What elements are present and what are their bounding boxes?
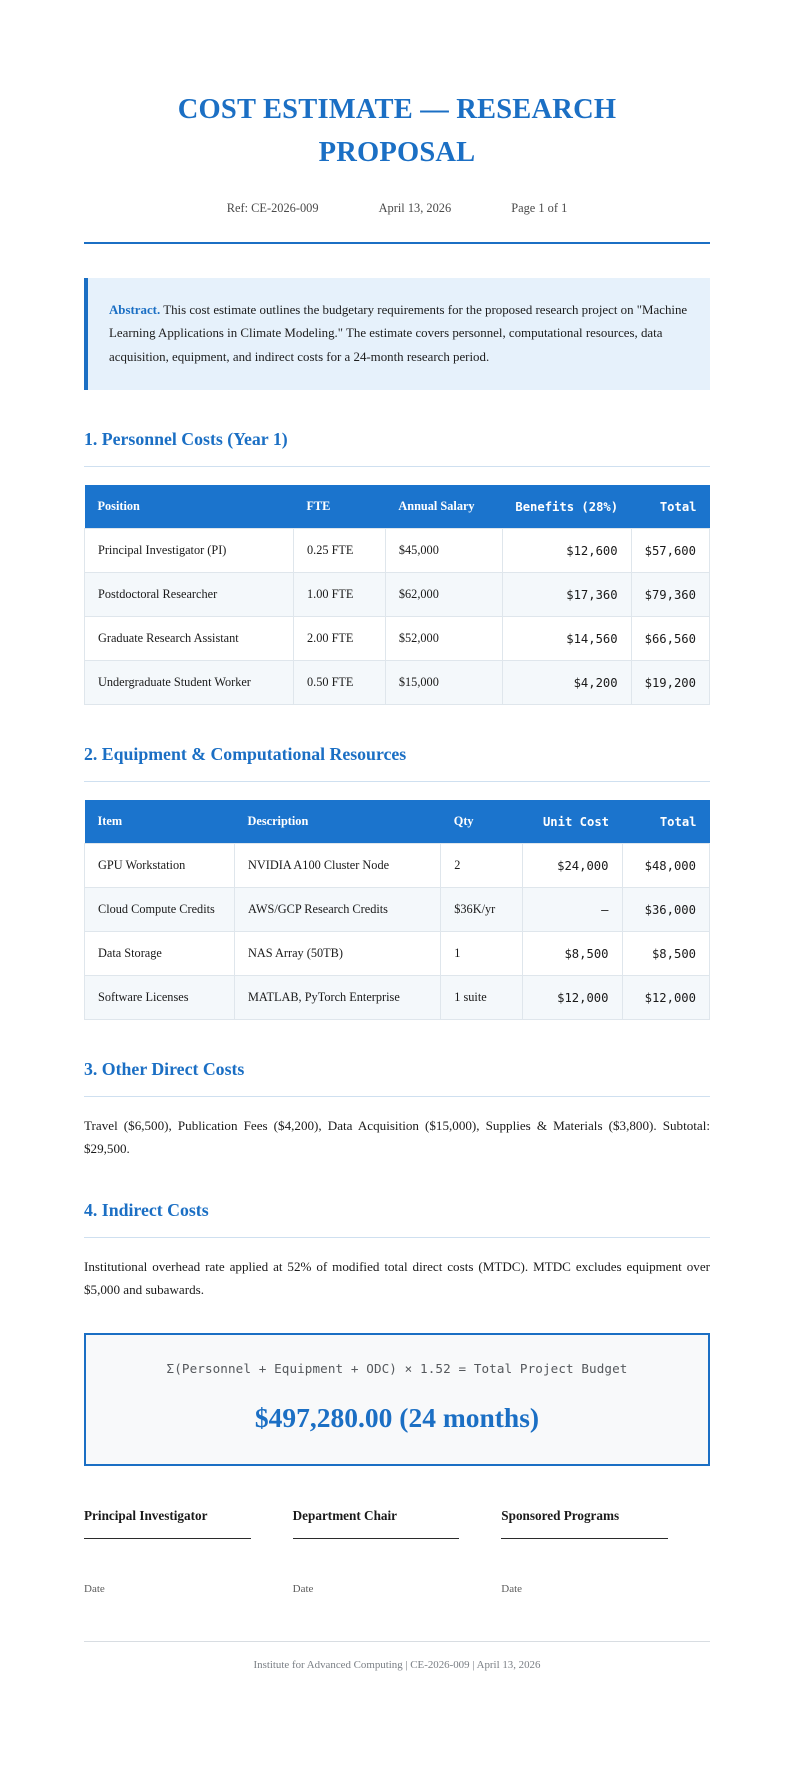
abstract-label: Abstract. — [109, 302, 161, 317]
column-header-item: Item — [85, 800, 235, 844]
indirect-costs-text: Institutional overhead rate applied at 52% of modified total direct costs (MTDC). MTDC excludes equipment over $5,000 and subawards. — [84, 1258, 710, 1297]
column-header-total: Total — [631, 485, 709, 529]
cell-qty: 2 — [441, 844, 522, 888]
signature-row — [84, 1508, 710, 1595]
signature-date-label: Date — [501, 1583, 523, 1596]
column-header-annual-salary: Annual Salary — [385, 485, 502, 529]
cell-unit-cost: $12,000 — [522, 976, 622, 1020]
cell-qty: 1 suite — [441, 976, 522, 1020]
table-header-row — [85, 800, 710, 844]
cell-item: Cloud Compute Credits — [85, 888, 235, 932]
cell-description: NAS Array (50TB) — [235, 932, 441, 976]
column-header-benefits: Benefits (28%) — [502, 485, 631, 529]
column-header-position: Position — [85, 485, 294, 529]
meta-page: Page 1 of 1 — [511, 200, 568, 215]
column-header-total: Total — [622, 800, 710, 844]
table-header-row — [85, 485, 710, 529]
table-row — [85, 844, 710, 888]
cell-item: Data Storage — [85, 932, 235, 976]
signature-block-principal-investigator — [84, 1508, 293, 1595]
cell-position: Postdoctoral Researcher — [85, 573, 294, 617]
signature-role: Department Chair — [292, 1508, 398, 1524]
signature-line[interactable] — [501, 1538, 668, 1539]
budget-formula: Σ(Personnel + Equipment + ODC) × 1.52 = Total Project Budget — [166, 1361, 628, 1377]
cell-benefits: $12,600 — [502, 529, 631, 573]
cell-description: MATLAB, PyTorch Enterprise — [235, 976, 441, 1020]
cell-item: Software Licenses — [85, 976, 235, 1020]
column-header-unit-cost: Unit Cost — [522, 800, 622, 844]
cell-position: Undergraduate Student Worker — [85, 661, 294, 705]
cell-unit-cost: $24,000 — [522, 844, 622, 888]
table-row — [85, 888, 710, 932]
page-title: COST ESTIMATE — RESEARCH PROPOSAL — [177, 94, 617, 169]
footer-divider — [84, 1641, 710, 1642]
cell-total: $57,600 — [631, 529, 709, 573]
equipment-cost-table — [84, 800, 710, 1020]
section-heading-personnel: 1. Personnel Costs (Year 1) — [84, 429, 288, 450]
cell-total: $66,560 — [631, 617, 709, 661]
cell-position: Principal Investigator (PI) — [85, 529, 294, 573]
signature-role: Sponsored Programs — [501, 1508, 620, 1524]
column-header-qty: Qty — [441, 800, 522, 844]
signature-line[interactable] — [293, 1538, 460, 1539]
meta-ref: Ref: CE-2026-009 — [226, 200, 319, 215]
column-header-fte: FTE — [293, 485, 385, 529]
section-heading-indirect-costs: 4. Indirect Costs — [84, 1199, 209, 1220]
abstract-text: This cost estimate outlines the budgetary requirements for the proposed research project on "Machine Learning Applications in Climate Modeling." The estimate covers personnel, computational resources, data acquisition, equipment, and indirect costs for a 24-month research period. — [109, 302, 688, 364]
cell-fte: 0.25 FTE — [293, 529, 385, 573]
table-row — [85, 932, 710, 976]
cell-benefits: $4,200 — [502, 661, 631, 705]
cell-description: NVIDIA A100 Cluster Node — [235, 844, 441, 888]
table-row — [85, 529, 710, 573]
section-divider — [84, 1237, 710, 1238]
total-budget-box — [84, 1333, 710, 1466]
cell-salary: $52,000 — [385, 617, 502, 661]
cell-total: $19,200 — [631, 661, 709, 705]
table-row — [85, 617, 710, 661]
signature-date-label: Date — [84, 1583, 105, 1596]
signature-block-department-chair — [293, 1508, 502, 1595]
cell-qty: $36K/yr — [441, 888, 522, 932]
cell-benefits: $17,360 — [502, 573, 631, 617]
header-divider — [84, 242, 710, 244]
section-heading-equipment: 2. Equipment & Computational Resources — [84, 744, 407, 765]
signature-role: Principal Investigator — [84, 1508, 208, 1524]
cell-item: GPU Workstation — [85, 844, 235, 888]
section-divider — [84, 1096, 710, 1097]
cell-unit-cost: $8,500 — [522, 932, 622, 976]
cell-unit-cost: — — [522, 888, 622, 932]
total-budget-amount: $497,280.00 (24 months) — [254, 1402, 540, 1434]
table-row — [85, 976, 710, 1020]
abstract-block — [84, 278, 710, 391]
table-row — [85, 661, 710, 705]
cell-fte: 0.50 FTE — [293, 661, 385, 705]
cell-salary: $45,000 — [385, 529, 502, 573]
signature-date-label: Date — [292, 1583, 314, 1596]
document-meta — [84, 201, 710, 216]
cell-position: Graduate Research Assistant — [85, 617, 294, 661]
cell-qty: 1 — [441, 932, 522, 976]
cell-total: $12,000 — [622, 976, 710, 1020]
section-heading-other-direct-costs: 3. Other Direct Costs — [84, 1059, 245, 1080]
other-direct-costs-text: Travel ($6,500), Publication Fees ($4,200), Data Acquisition ($15,000), Supplies & Materials ($3,800). Subtotal: $29,500. — [84, 1118, 710, 1157]
section-divider — [84, 781, 710, 782]
cell-fte: 2.00 FTE — [293, 617, 385, 661]
meta-date: April 13, 2026 — [378, 200, 452, 215]
footer-text: Institute for Advanced Computing | CE-2026-009 | April 13, 2026 — [253, 1659, 541, 1672]
cell-benefits: $14,560 — [502, 617, 631, 661]
signature-line[interactable] — [84, 1538, 251, 1539]
cell-salary: $62,000 — [385, 573, 502, 617]
personnel-cost-table — [84, 485, 710, 705]
table-row — [85, 573, 710, 617]
cell-total: $8,500 — [622, 932, 710, 976]
column-header-description: Description — [235, 800, 441, 844]
cell-total: $36,000 — [622, 888, 710, 932]
cell-fte: 1.00 FTE — [293, 573, 385, 617]
signature-block-sponsored-programs — [501, 1508, 710, 1595]
section-divider — [84, 466, 710, 467]
cell-salary: $15,000 — [385, 661, 502, 705]
cell-total: $79,360 — [631, 573, 709, 617]
cell-total: $48,000 — [622, 844, 710, 888]
cell-description: AWS/GCP Research Credits — [235, 888, 441, 932]
